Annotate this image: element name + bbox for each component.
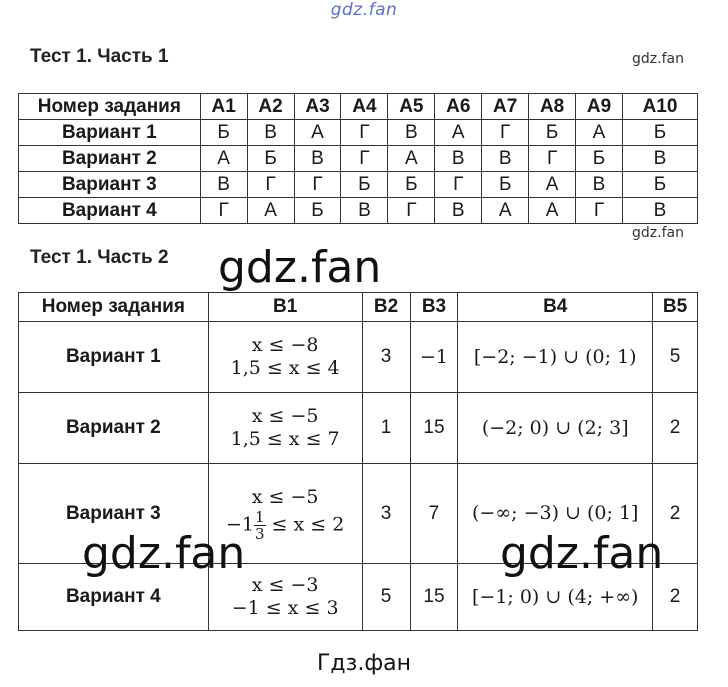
answer-cell: Г [576, 198, 623, 224]
part1-table [18, 93, 698, 224]
part2-table [18, 292, 698, 631]
table-row [19, 393, 698, 464]
answer-cell: В [388, 120, 435, 146]
answer-cell: Б [388, 172, 435, 198]
b2-cell: 5 [362, 564, 410, 631]
b3-cell: 15 [410, 564, 458, 631]
answer-cell: Г [482, 120, 529, 146]
header-cell: А4 [341, 94, 388, 120]
answer-cell: Б [622, 120, 697, 146]
answer-cell: Г [388, 198, 435, 224]
part1-heading: Тест 1. Часть 1 [30, 46, 169, 67]
row-label: Вариант 2 [19, 393, 209, 464]
fraction [254, 509, 266, 542]
answer-cell: Б [622, 172, 697, 198]
answer-cell: В [294, 146, 341, 172]
b4-cell: [−2; −1) ∪ (0; 1) [458, 322, 653, 393]
b1-cell [208, 393, 362, 464]
answer-cell: В [622, 198, 697, 224]
b1-line: 1,5 ≤ x ≤ 7 [230, 428, 340, 450]
b5-cell: 5 [653, 322, 698, 393]
fraction-denominator: 3 [254, 524, 265, 543]
header-cell: А2 [247, 94, 294, 120]
watermark-big-2: gdz.fan [82, 528, 246, 579]
b2-cell: 1 [362, 393, 410, 464]
answer-cell: В [435, 146, 482, 172]
header-cell: Номер задания [19, 293, 209, 322]
answer-cell: В [341, 198, 388, 224]
header-cell: В5 [653, 293, 698, 322]
watermark-big-3: gdz.fan [500, 528, 664, 579]
header-cell: В3 [410, 293, 458, 322]
row-label: Вариант 3 [19, 172, 201, 198]
b1-cell [208, 322, 362, 393]
answer-cell: А [529, 172, 576, 198]
b4-cell: (−2; 0) ∪ (2; 3] [458, 393, 653, 464]
row-label: Вариант 1 [19, 120, 201, 146]
answer-cell: А [529, 198, 576, 224]
b1-line: −1 ≤ x ≤ 3 [231, 597, 339, 619]
b5-cell: 2 [653, 464, 698, 564]
b2-cell: 3 [362, 322, 410, 393]
header-cell: Номер задания [19, 94, 201, 120]
answer-cell: Г [435, 172, 482, 198]
answer-cell: В [622, 146, 697, 172]
answer-cell: А [294, 120, 341, 146]
header-cell: А10 [622, 94, 697, 120]
b1-line: 1,5 ≤ x ≤ 4 [230, 357, 340, 379]
header-cell: А1 [200, 94, 247, 120]
b5-cell: 2 [653, 564, 698, 631]
answer-cell: Б [482, 172, 529, 198]
header-cell: А8 [529, 94, 576, 120]
b1-suffix: ≤ x ≤ 2 [271, 513, 345, 535]
b3-cell: −1 [410, 322, 458, 393]
row-label: Вариант 4 [19, 198, 201, 224]
row-label: Вариант 1 [19, 322, 209, 393]
answer-cell: Г [529, 146, 576, 172]
answer-cell: Г [200, 198, 247, 224]
table-row [19, 322, 698, 393]
answer-cell: Б [294, 198, 341, 224]
answer-cell: А [388, 146, 435, 172]
answer-cell: А [576, 120, 623, 146]
table-row [19, 120, 698, 146]
b1-prefix: −1 [225, 513, 254, 535]
table-row [19, 198, 698, 224]
b1-line: x ≤ −5 [251, 405, 319, 427]
header-cell: А7 [482, 94, 529, 120]
b3-cell: 15 [410, 393, 458, 464]
answer-cell: В [435, 198, 482, 224]
answer-cell: Б [576, 146, 623, 172]
watermark-small-1: gdz.fan [632, 51, 684, 67]
answer-cell: Г [247, 172, 294, 198]
answer-cell: А [435, 120, 482, 146]
header-cell: А9 [576, 94, 623, 120]
fraction-numerator: 1 [254, 507, 265, 526]
watermark-bottom: Гдз.фан [317, 651, 411, 676]
answer-cell: В [482, 146, 529, 172]
answer-cell: Г [341, 146, 388, 172]
answer-cell: В [200, 172, 247, 198]
b4-cell: [−1; 0) ∪ (4; +∞) [458, 564, 653, 631]
row-label: Вариант 2 [19, 146, 201, 172]
b5-cell: 2 [653, 393, 698, 464]
watermark-big-1: gdz.fan [218, 242, 382, 293]
row-label: Вариант 3 [19, 464, 209, 564]
part2-heading: Тест 1. Часть 2 [30, 247, 169, 268]
table-row [19, 146, 698, 172]
watermark-top: gdz.fan [330, 0, 398, 20]
header-cell: В4 [458, 293, 653, 322]
b3-cell: 7 [410, 464, 458, 564]
part2-header-row [19, 293, 698, 322]
answer-cell: В [576, 172, 623, 198]
answer-cell: В [247, 120, 294, 146]
answer-cell: Б [529, 120, 576, 146]
answer-cell: Б [247, 146, 294, 172]
b1-line: x ≤ −3 [251, 574, 319, 596]
row-label: Вариант 4 [19, 564, 209, 631]
b4-cell: (−∞; −3) ∪ (0; 1] [458, 464, 653, 564]
header-cell: А5 [388, 94, 435, 120]
b1-line: x ≤ −5 [251, 485, 319, 508]
answer-cell: Г [341, 120, 388, 146]
table-row [19, 172, 698, 198]
answer-cell: А [200, 146, 247, 172]
answer-cell: Б [341, 172, 388, 198]
part1-header-row [19, 94, 698, 120]
header-cell: В2 [362, 293, 410, 322]
answer-cell: Б [200, 120, 247, 146]
b1-line: x ≤ −8 [251, 334, 319, 356]
header-cell: А3 [294, 94, 341, 120]
answer-cell: Г [294, 172, 341, 198]
b2-cell: 3 [362, 464, 410, 564]
answer-cell: А [482, 198, 529, 224]
watermark-small-2: gdz.fan [632, 225, 684, 241]
header-cell: А6 [435, 94, 482, 120]
answer-cell: А [247, 198, 294, 224]
header-cell: В1 [208, 293, 362, 322]
